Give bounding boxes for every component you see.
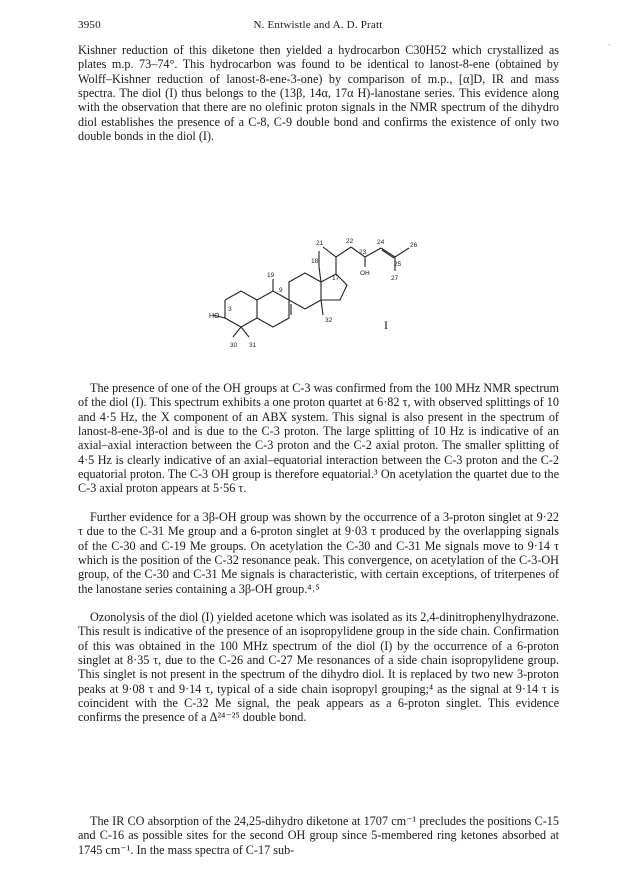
paragraph-text: The IR CO absorption of the 24,25-dihydro diketone at 1707 cm⁻¹ precludes the positions C-15 and C-16 as possible sites for the second OH group since 5-membered ring ketones absorbed at 1745 cm⁻¹. In the mass spectra of C-17 sub- bbox=[78, 814, 559, 857]
atom-label-30: 30 bbox=[230, 342, 238, 349]
compound-label: I bbox=[384, 318, 388, 332]
atom-label-3: 3 bbox=[228, 306, 232, 313]
oh-label: OH bbox=[360, 270, 370, 277]
atom-label-23: 23 bbox=[359, 249, 367, 256]
ho-label: HO bbox=[209, 313, 220, 320]
atom-label-17: 17 bbox=[332, 275, 340, 282]
atom-label-31: 31 bbox=[249, 342, 257, 349]
atom-label-21: 21 bbox=[316, 240, 324, 247]
atom-label-18: 18 bbox=[311, 258, 319, 265]
paragraph-text: Ozonolysis of the diol (I) yielded acetone which was isolated as its 2,4-dinitrophenylhydrazone. This result is indicative of the presence of an isopropylidene group in the side chain. Confirmation of this was obtained in the 100 MHz spectrum of the diol (I) by the occurrence of a 6-proton singlet at 8·35 τ, due to the C-26 and C-27 Me resonances of a side chain isopropylidene group. This singlet is not present in the spectrum of the dihydro diol. It is replaced by two new 3-proton peaks at 9·08 τ and 9·14 τ, typical of a side chain isopropyl grouping;⁴ as the signal at 9·14 τ is coincident with the C-32 Me signal, the peak appears as a 6-proton singlet. This evidence confirms the presence of a Δ²⁴⁻²⁵ double bond. bbox=[78, 610, 559, 725]
body-paragraph-2 bbox=[78, 381, 559, 496]
body-paragraph-5 bbox=[78, 814, 559, 857]
paragraph-text: Kishner reduction of this diketone then yielded a hydrocarbon C30H52 which crystallized as plates m.p. 73–74°. This hydrocarbon was found to be identical to lanost-8-ene (obtained by Wolff–Kishner reduction of lanost-8-ene-3-one) by comparison of m.p., [α]D, IR and mass spectra. The diol (I) thus belongs to the (13β, 14α, 17α H)-lanostane series. This evidence along with the observation that there are no olefinic proton signals in the NMR spectrum of the dihydro diol establishes the presence of a C-8, C-9 double bond and confirms the existence of only two double bonds in the diol (I). bbox=[78, 43, 559, 144]
lanostane-diol-structure bbox=[195, 205, 495, 355]
atom-label-19: 19 bbox=[267, 272, 275, 279]
page-header bbox=[78, 19, 558, 35]
body-paragraph-1 bbox=[78, 43, 559, 143]
structure-figure bbox=[195, 205, 495, 355]
atom-label-25: 25 bbox=[394, 261, 402, 268]
atom-label-22: 22 bbox=[346, 238, 354, 245]
atom-label-27: 27 bbox=[391, 275, 399, 282]
scan-mark: · bbox=[607, 40, 611, 51]
atom-label-26: 26 bbox=[410, 242, 418, 249]
body-paragraph-4 bbox=[78, 610, 559, 725]
body-paragraph-3 bbox=[78, 510, 559, 596]
paragraph-text: Further evidence for a 3β-OH group was shown by the occurrence of a 3-proton singlet at 9·22 τ due to the C-31 Me group and a 6-proton singlet at 9·03 τ produced by the overlapping signals of the C-30 and C-19 Me groups. On acetylation the C-30 and C-31 Me signals move to 9·14 τ which is the position of the C-32 resonance peak. This convergence, on acetylation of the C-3-OH group, of the C-30 and C-31 Me signals is characteristic, with certain exceptions, of triterpenes of the lanostane series containing a 3β-OH group.⁴˒⁵ bbox=[78, 510, 559, 596]
paragraph-text: The presence of one of the OH groups at C-3 was confirmed from the 100 MHz NMR spectrum of the diol (I). This spectrum exhibits a one proton quartet at 6·82 τ, with observed splittings of 10 and 4·5 Hz, the X component of an ABX system. This signal is also present in the spectrum of lanost-8-ene-3β-ol and is due to the C-3 proton. The large splitting of 10 Hz is indicative of an axial–axial interaction between the C-3 proton and the C-2 axial proton. The smaller splitting of 4·5 Hz is clearly indicative of an axial–equatorial interaction between the C-3 proton and the C-2 equatorial proton. The C-3 OH group is therefore equatorial.³ On acetylation the quartet due to the C-3 axial proton appears at 5·56 τ. bbox=[78, 381, 559, 496]
atom-label-9: 9 bbox=[279, 287, 283, 294]
page-number: 3950 bbox=[78, 19, 101, 31]
atom-label-24: 24 bbox=[377, 239, 385, 246]
atom-label-32: 32 bbox=[325, 317, 333, 324]
running-head: N. Entwistle and A. D. Pratt bbox=[253, 19, 383, 31]
